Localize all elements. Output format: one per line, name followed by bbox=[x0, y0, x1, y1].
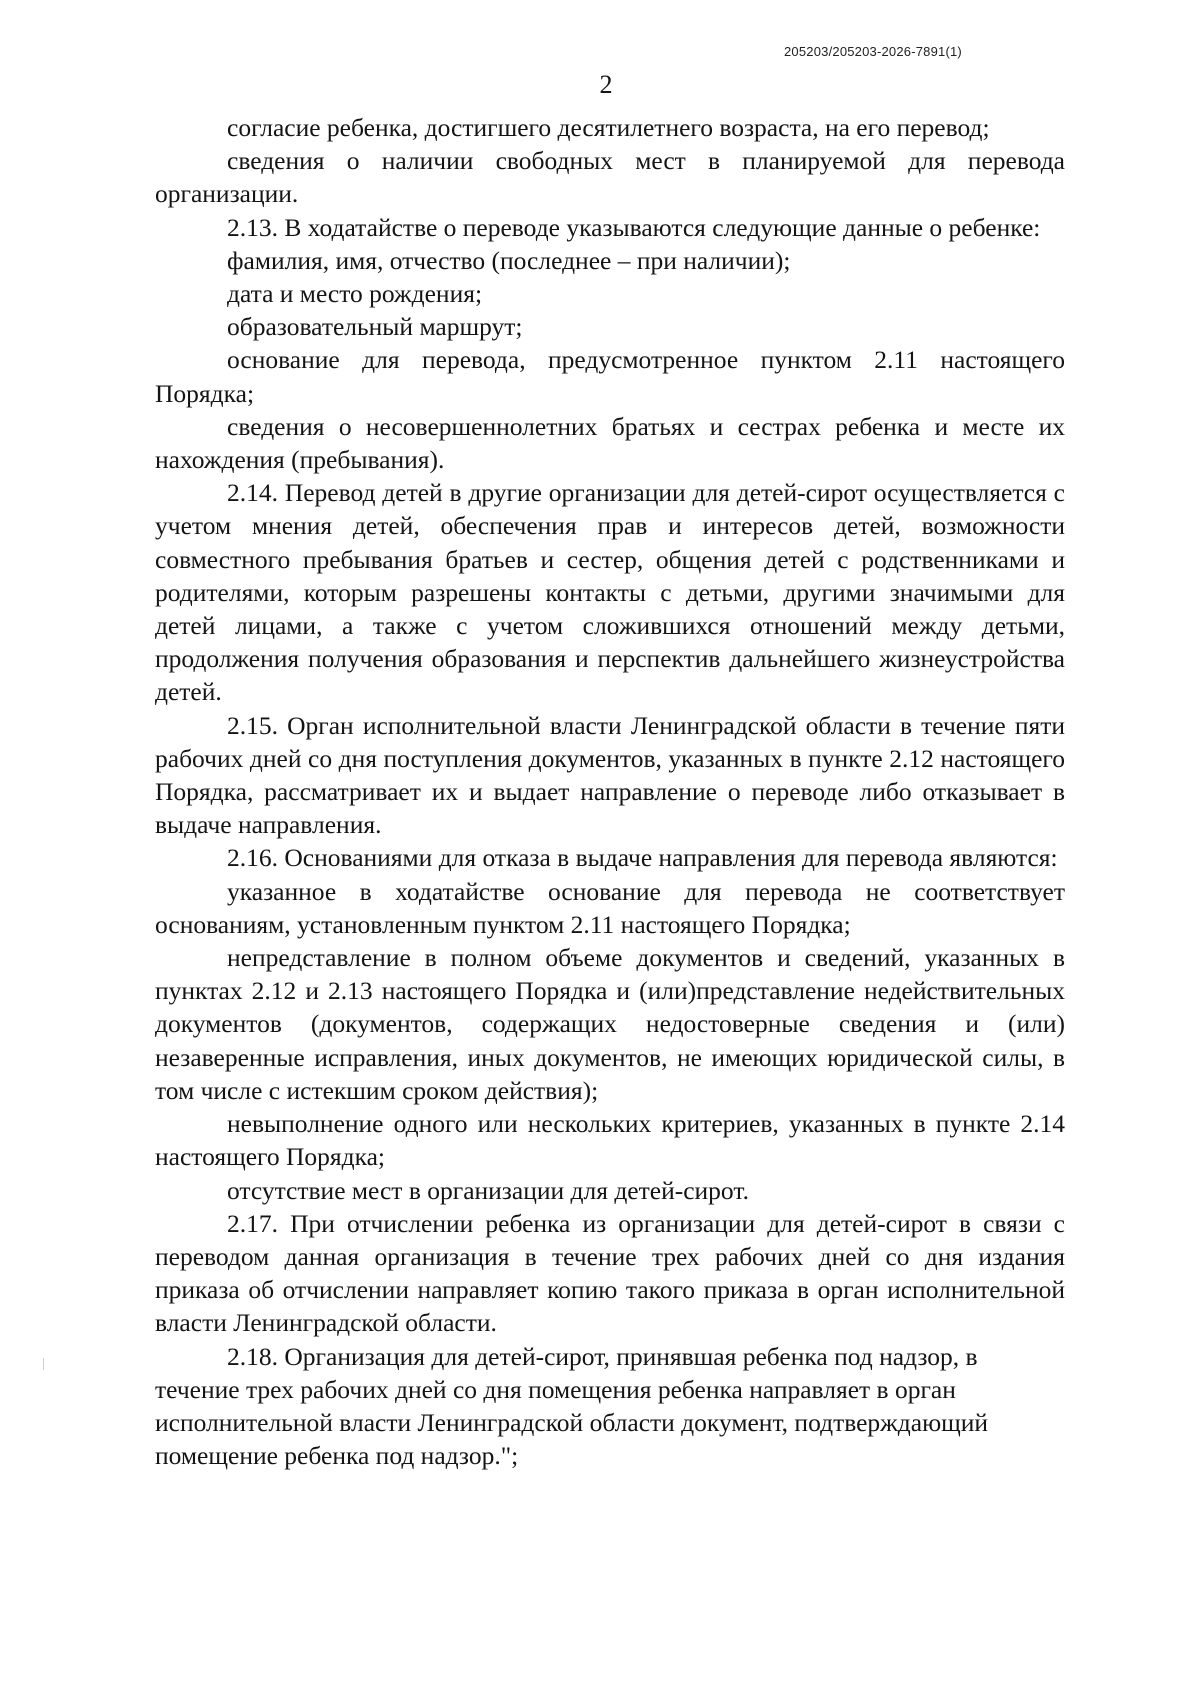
document-body bbox=[155, 111, 1065, 1472]
paragraph: 2.18. Организация для детей-сирот, принявшая ребенка под надзор, в течение трех рабочих дней со дня помещения ребенка направляет в орган исполнительной власти Ленинградской области документ, подтверждающий помещение ребенка под надзор."; bbox=[155, 1341, 989, 1471]
paragraph: указанное в ходатайстве основание для перевода не соответствует основаниям, установленным пунктом 2.11 настоящего Порядка; bbox=[155, 876, 1065, 939]
paragraph: фамилия, имя, отчество (последнее – при наличии); bbox=[227, 245, 791, 275]
paragraph: 2.13. В ходатайстве о переводе указываются следующие данные о ребенке: bbox=[227, 212, 1041, 242]
paragraph: дата и место рождения; bbox=[227, 279, 483, 309]
paragraph: 2.17. При отчислении ребенка из организации для детей-сирот в связи с переводом данная организация в течение трех рабочих дней со дня издания приказа об отчислении направляет копию такого приказа в орган исполнительной власти Ленинградской области. bbox=[155, 1208, 1065, 1338]
scan-margin-mark bbox=[43, 1358, 44, 1370]
paragraph: невыполнение одного или нескольких критериев, указанных в пункте 2.14 настоящего Порядка; bbox=[155, 1109, 1065, 1172]
paragraph: сведения о наличии свободных мест в планируемой для перевода организации. bbox=[155, 146, 1065, 209]
paragraph: непредставление в полном объеме документов и сведений, указанных в пунктах 2.12 и 2.13 настоящего Порядка и (или)представление недействительных документов (документов, содержащих недостоверные сведения и (или) незаверенные исправления, иных документов, не имеющих юридической силы, в том числе с истекшим сроком действия); bbox=[155, 943, 1065, 1105]
paragraph: отсутствие мест в организации для детей-сирот. bbox=[227, 1175, 749, 1205]
paragraph: 2.16. Основаниями для отказа в выдаче направления для перевода являются: bbox=[227, 843, 1058, 873]
paragraph: образовательный маршрут; bbox=[227, 312, 523, 342]
paragraph: согласие ребенка, достигшего десятилетнего возраста, на его перевод; bbox=[227, 113, 990, 142]
document-id: 205203/205203-2026-7891(1) bbox=[784, 44, 962, 59]
paragraph: основание для перевода, предусмотренное пунктом 2.11 настоящего Порядка; bbox=[155, 345, 1065, 408]
page-number: 2 bbox=[599, 70, 613, 99]
paragraph: сведения о несовершеннолетних братьях и сестрах ребенка и месте их нахождения (пребывания). bbox=[155, 411, 1065, 475]
paragraph: 2.14. Перевод детей в другие организации для детей-сирот осуществляется с учетом мнения детей, обеспечения прав и интересов детей, возможности совместного пребывания братьев и сестер, общения детей с родственниками и родителями, которым разрешены контакты с детьми, другими значимыми для детей лицами, а также с учетом сложившихся отношений между детьми, продолжения получения образования и перспектив дальнейшего жизнеустройства детей. bbox=[155, 478, 1065, 707]
paragraph: 2.15. Орган исполнительной власти Ленинградской области в течение пяти рабочих дней со дня поступления документов, указанных в пункте 2.12 настоящего Порядка, рассматривает их и выдает направление о переводе либо отказывает в выдаче направления. bbox=[155, 710, 1065, 840]
